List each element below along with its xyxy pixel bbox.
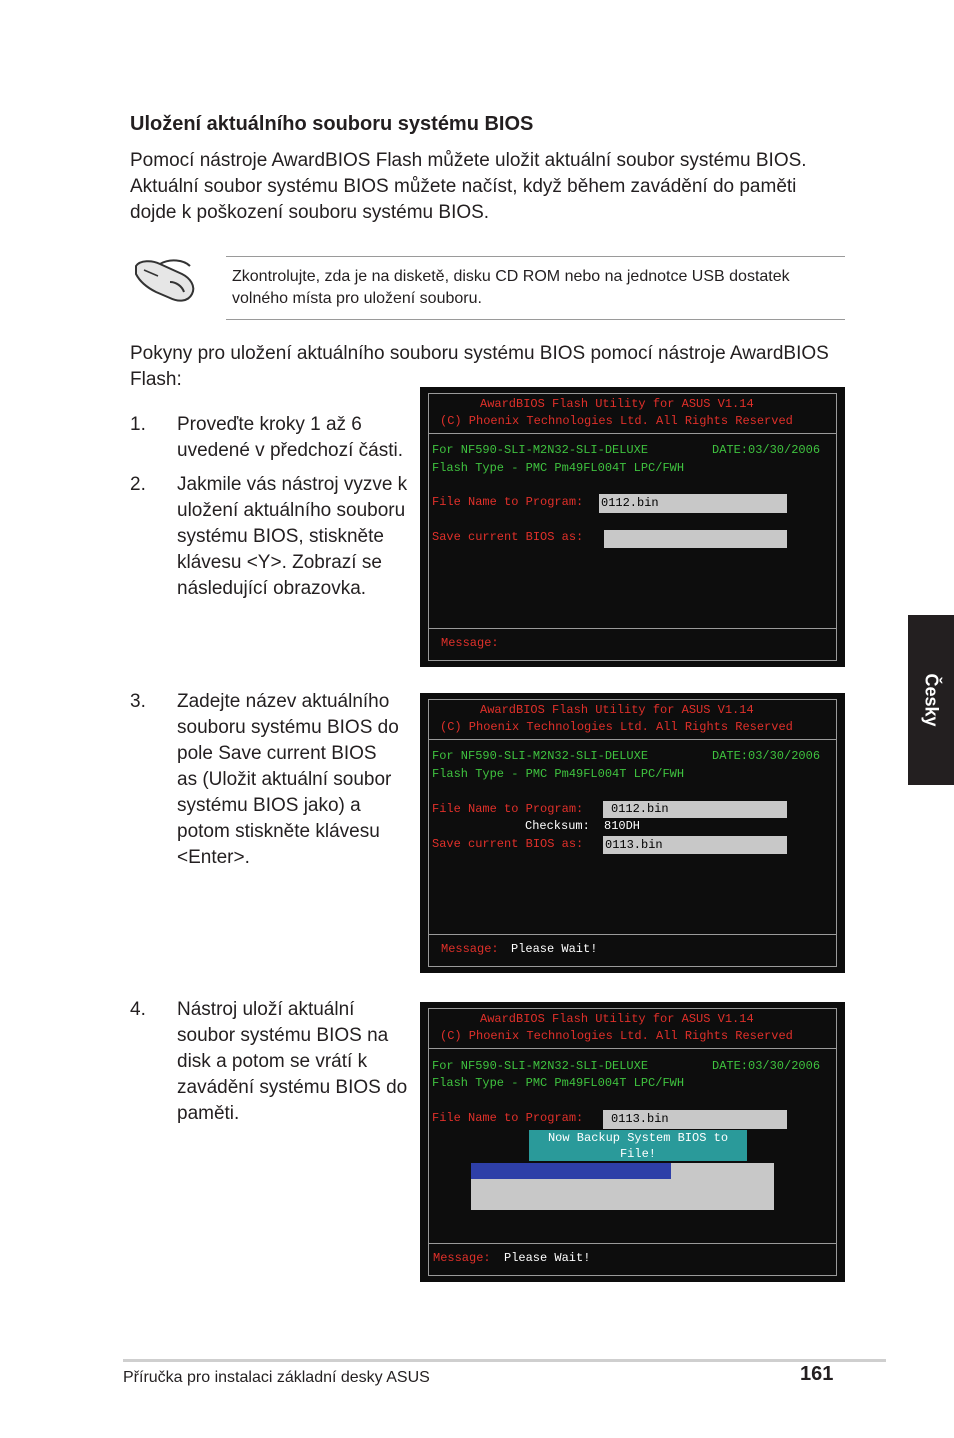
bios-separator bbox=[428, 1048, 837, 1049]
step-number: 1. bbox=[130, 414, 146, 435]
step-line: uložení aktuálního souboru bbox=[177, 500, 406, 521]
bios-message-value: Please Wait! bbox=[504, 1251, 591, 1265]
bios-message-label: Message: bbox=[441, 636, 499, 650]
bios-board: For NF590-SLI-M2N32-SLI-DELUXE bbox=[432, 749, 649, 763]
step-line: paměti. bbox=[177, 1103, 240, 1124]
step-line: systému BIOS jako) a bbox=[177, 795, 361, 816]
bios-file-field[interactable]: 0112.bin bbox=[603, 801, 787, 818]
language-tab-label: Česky bbox=[921, 673, 942, 727]
step-number: 2. bbox=[130, 474, 146, 495]
bios-save-label: Save current BIOS as: bbox=[432, 530, 584, 544]
bios-flash-type: Flash Type - PMC Pm49FL004T LPC/FWH bbox=[432, 461, 685, 475]
bios-date: DATE:03/30/2006 bbox=[712, 443, 821, 457]
bios-backup-popup bbox=[529, 1130, 747, 1161]
intro-line: Aktuální soubor systému BIOS můžete načíst, když během zavádění do paměti bbox=[130, 176, 797, 197]
step-number: 4. bbox=[130, 999, 146, 1020]
step-line: <Enter>. bbox=[177, 847, 250, 868]
bios-save-field[interactable]: 0113.bin bbox=[603, 836, 787, 854]
bios-flash-type: Flash Type - PMC Pm49FL004T LPC/FWH bbox=[432, 767, 685, 781]
step-line: potom stiskněte klávesu bbox=[177, 821, 380, 842]
step-line: uvedené v předchozí části. bbox=[177, 440, 404, 461]
step-line: systému BIOS, stiskněte bbox=[177, 526, 384, 547]
instructions-paragraph bbox=[130, 341, 850, 393]
bios-screen-3 bbox=[420, 1002, 845, 1282]
note-line: volného místa pro uložení souboru. bbox=[232, 290, 482, 307]
bios-separator bbox=[428, 628, 837, 629]
bios-file-field[interactable]: 0113.bin bbox=[603, 1110, 787, 1129]
bios-file-label: File Name to Program: bbox=[432, 802, 584, 816]
bios-popup-line: File! bbox=[619, 1147, 656, 1161]
step-line: Proveďte kroky 1 až 6 bbox=[177, 414, 362, 435]
bios-progress-box bbox=[471, 1163, 774, 1210]
bios-checksum-value: 810DH bbox=[604, 819, 641, 833]
step-line: pole Save current BIOS bbox=[177, 743, 377, 764]
bios-copyright: (C) Phoenix Technologies Ltd. All Rights Reserved bbox=[440, 414, 793, 428]
bios-separator bbox=[428, 433, 837, 434]
step-line: souboru systému BIOS do bbox=[177, 717, 399, 738]
bios-date: DATE:03/30/2006 bbox=[712, 1059, 821, 1073]
note-line: Zkontrolujte, zda je na disketě, disku CD ROM nebo na jednotce USB dostatek bbox=[232, 268, 790, 285]
bios-date: DATE:03/30/2006 bbox=[712, 749, 821, 763]
step-line: soubor systému BIOS na bbox=[177, 1025, 389, 1046]
intro-paragraph bbox=[130, 148, 850, 226]
bios-save-label: Save current BIOS as: bbox=[432, 837, 584, 851]
bios-file-field[interactable]: 0112.bin bbox=[599, 494, 787, 513]
step-line: Jakmile vás nástroj vyzve k bbox=[177, 474, 408, 495]
bios-file-label: File Name to Program: bbox=[432, 495, 584, 509]
bios-separator bbox=[428, 739, 837, 740]
step-text bbox=[177, 412, 417, 464]
bios-title: AwardBIOS Flash Utility for ASUS V1.14 bbox=[480, 397, 754, 411]
bios-flash-type: Flash Type - PMC Pm49FL004T LPC/FWH bbox=[432, 1076, 685, 1090]
section-heading: Uložení aktuálního souboru systému BIOS bbox=[130, 113, 534, 135]
bios-message-label: Message: bbox=[433, 1251, 491, 1265]
bios-screen-2 bbox=[420, 693, 845, 973]
bios-checksum-label: Checksum: bbox=[525, 819, 590, 833]
bios-screen-1 bbox=[420, 387, 845, 667]
footer-text: Příručka pro instalaci základní desky ASUS bbox=[123, 1369, 430, 1386]
bios-copyright: (C) Phoenix Technologies Ltd. All Rights Reserved bbox=[440, 1029, 793, 1043]
bios-title: AwardBIOS Flash Utility for ASUS V1.14 bbox=[480, 703, 754, 717]
language-side-tab bbox=[908, 615, 954, 785]
step-number: 3. bbox=[130, 691, 146, 712]
step-line: Nástroj uloží aktuální bbox=[177, 999, 355, 1020]
bios-board: For NF590-SLI-M2N32-SLI-DELUXE bbox=[432, 443, 649, 457]
pointing-hand-icon bbox=[130, 252, 202, 308]
bios-message-value: Please Wait! bbox=[511, 942, 598, 956]
step-line: zavádění systému BIOS do bbox=[177, 1077, 408, 1098]
bios-progress-fill bbox=[471, 1163, 671, 1179]
step-text bbox=[177, 689, 417, 871]
intro-line: dojde k poškození souboru systému BIOS. bbox=[130, 202, 490, 223]
bios-popup-line: Now Backup System BIOS to bbox=[547, 1131, 729, 1145]
step-line: klávesu <Y>. Zobrazí se bbox=[177, 552, 382, 573]
bios-copyright: (C) Phoenix Technologies Ltd. All Rights Reserved bbox=[440, 720, 793, 734]
step-line: as (Uložit aktuální soubor bbox=[177, 769, 392, 790]
bios-title: AwardBIOS Flash Utility for ASUS V1.14 bbox=[480, 1012, 754, 1026]
instructions-line: Pokyny pro uložení aktuálního souboru systému BIOS pomocí nástroje AwardBIOS bbox=[130, 343, 829, 364]
bios-separator bbox=[428, 1243, 837, 1244]
step-text bbox=[177, 997, 417, 1127]
bios-message-label: Message: bbox=[441, 942, 499, 956]
instructions-line: Flash: bbox=[130, 369, 182, 390]
bios-file-label: File Name to Program: bbox=[432, 1111, 584, 1125]
step-line: Zadejte název aktuálního bbox=[177, 691, 390, 712]
bios-board: For NF590-SLI-M2N32-SLI-DELUXE bbox=[432, 1059, 649, 1073]
step-line: disk a potom se vrátí k bbox=[177, 1051, 368, 1072]
page-number: 161 bbox=[800, 1363, 834, 1385]
note-bottom-rule bbox=[226, 319, 845, 320]
bios-separator bbox=[428, 934, 837, 935]
footer-rule bbox=[123, 1359, 886, 1362]
step-line: následující obrazovka. bbox=[177, 578, 367, 599]
step-text bbox=[177, 472, 417, 602]
note-text bbox=[232, 266, 844, 310]
note-top-rule bbox=[226, 256, 845, 257]
bios-save-field[interactable] bbox=[604, 530, 787, 548]
intro-line: Pomocí nástroje AwardBIOS Flash můžete uložit aktuální soubor systému BIOS. bbox=[130, 150, 807, 171]
